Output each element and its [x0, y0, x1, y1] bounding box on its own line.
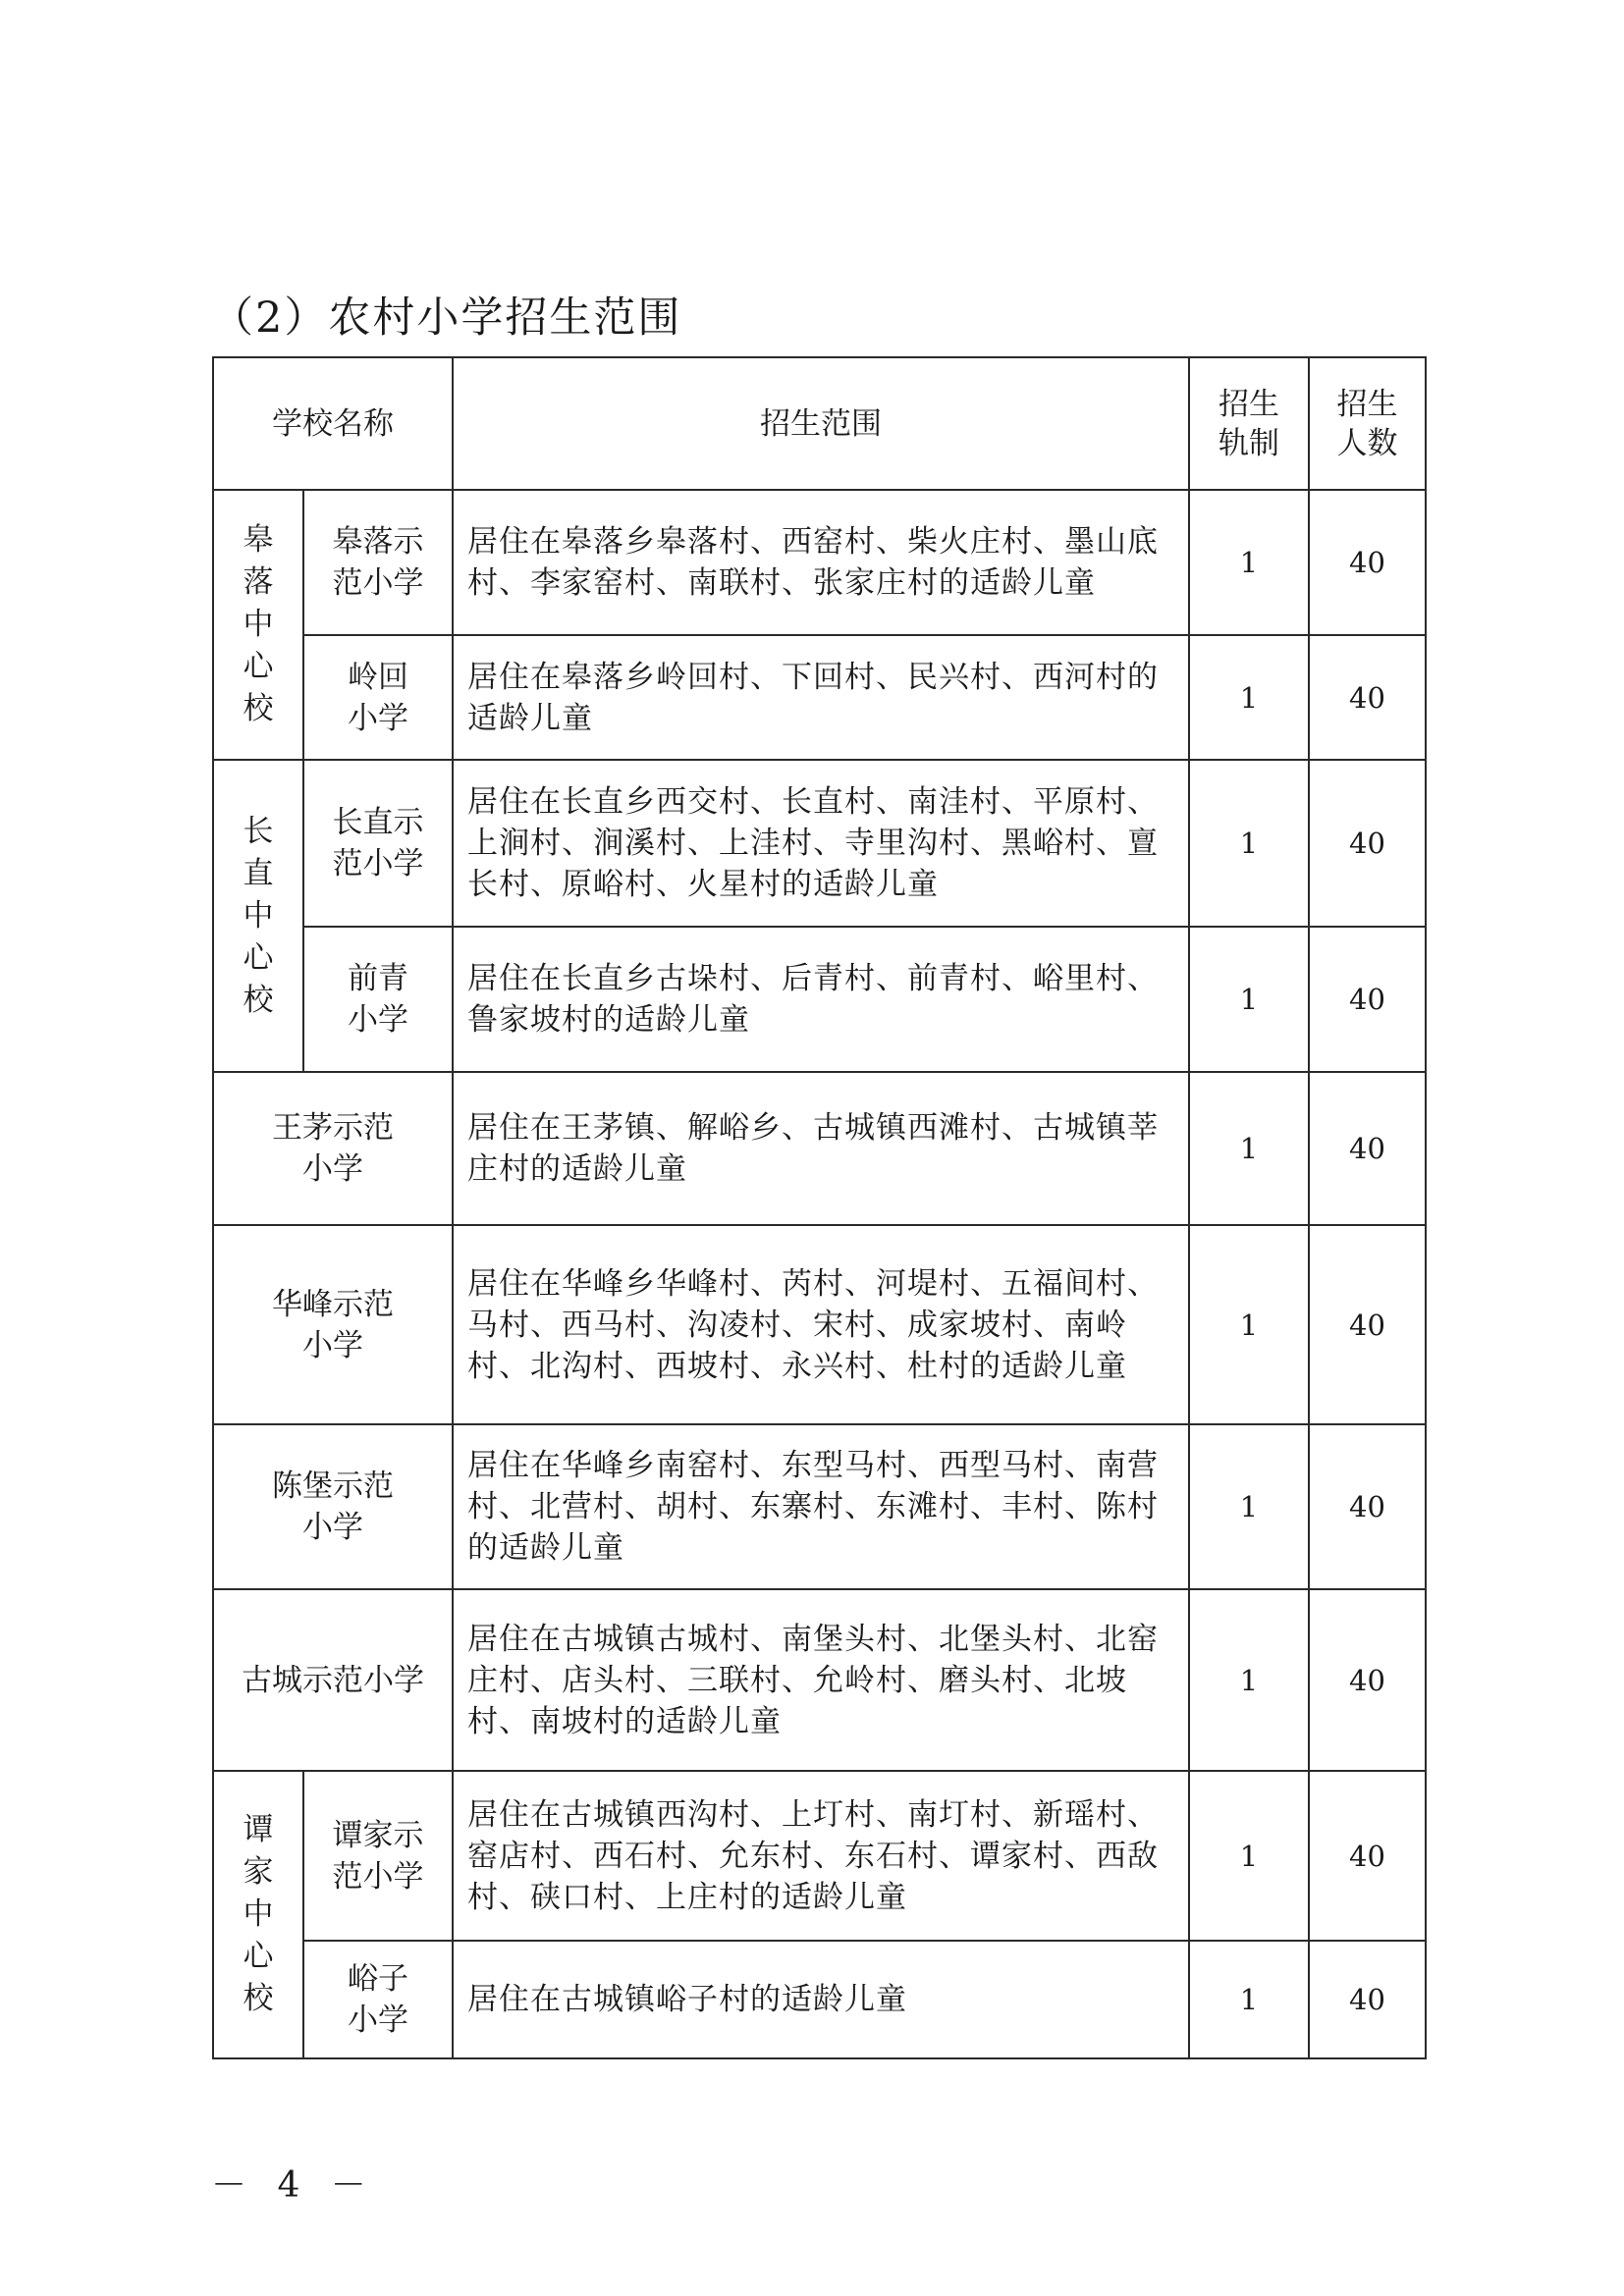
school-tracks: 1 — [1189, 1771, 1309, 1941]
enrollment-table — [212, 356, 1427, 2059]
school-count: 40 — [1309, 760, 1426, 927]
page-number: － 4 － — [211, 2165, 376, 2206]
school-name: 前青 小学 — [303, 927, 453, 1072]
center-name-tanjia: 谭 家 中 心 校 — [213, 1771, 303, 2058]
school-range: 居住在皋落乡岭回村、下回村、民兴村、西河村的适龄儿童 — [453, 635, 1189, 760]
school-name: 王茅示范 小学 — [213, 1072, 453, 1225]
school-name: 古城示范小学 — [213, 1589, 453, 1771]
school-name: 陈堡示范 小学 — [213, 1424, 453, 1589]
school-name: 皋落示 范小学 — [303, 490, 453, 635]
table-row — [213, 1424, 1426, 1589]
school-tracks: 1 — [1189, 490, 1309, 635]
school-count: 40 — [1309, 1771, 1426, 1941]
header-tracks: 招生 轨制 — [1189, 357, 1309, 490]
school-range: 居住在古城镇西沟村、上圢村、南圢村、新瑶村、窑店村、西石村、允东村、东石村、谭家村、西敌村、硖口村、上庄村的适龄儿童 — [453, 1771, 1189, 1941]
table-row — [213, 490, 1426, 635]
table-row — [213, 760, 1426, 927]
school-count: 40 — [1309, 1072, 1426, 1225]
table-row — [213, 635, 1426, 760]
school-range: 居住在华峰乡南窑村、东型马村、西型马村、南营村、北营村、胡村、东寨村、东滩村、丰村、陈村的适龄儿童 — [453, 1424, 1189, 1589]
table-row — [213, 1072, 1426, 1225]
center-name-changzhi: 长 直 中 心 校 — [213, 760, 303, 1072]
school-count: 40 — [1309, 490, 1426, 635]
school-range: 居住在长直乡古垛村、后青村、前青村、峪里村、鲁家坡村的适龄儿童 — [453, 927, 1189, 1072]
school-count: 40 — [1309, 1424, 1426, 1589]
school-range: 居住在王茅镇、解峪乡、古城镇西滩村、古城镇莘庄村的适龄儿童 — [453, 1072, 1189, 1225]
school-range: 居住在古城镇峪子村的适龄儿童 — [453, 1941, 1189, 2058]
school-range: 居住在长直乡西交村、长直村、南洼村、平原村、上涧村、涧溪村、上洼村、寺里沟村、黑峪村、亶长村、原峪村、火星村的适龄儿童 — [453, 760, 1189, 927]
header-range: 招生范围 — [453, 357, 1189, 490]
table-row — [213, 1941, 1426, 2058]
school-name: 岭回 小学 — [303, 635, 453, 760]
school-count: 40 — [1309, 1589, 1426, 1771]
school-tracks: 1 — [1189, 1225, 1309, 1424]
school-count: 40 — [1309, 635, 1426, 760]
school-tracks: 1 — [1189, 635, 1309, 760]
school-range: 居住在华峰乡华峰村、芮村、河堤村、五福间村、马村、西马村、沟凌村、宋村、成家坡村、南岭村、北沟村、西坡村、永兴村、杜村的适龄儿童 — [453, 1225, 1189, 1424]
table-row — [213, 927, 1426, 1072]
table-row — [213, 1771, 1426, 1941]
school-count: 40 — [1309, 927, 1426, 1072]
school-tracks: 1 — [1189, 1941, 1309, 2058]
center-name-gaoluo: 皋 落 中 心 校 — [213, 490, 303, 760]
header-row — [213, 357, 1426, 490]
table-row — [213, 1225, 1426, 1424]
school-range: 居住在皋落乡皋落村、西窑村、柴火庄村、墨山底村、李家窑村、南联村、张家庄村的适龄儿童 — [453, 490, 1189, 635]
school-tracks: 1 — [1189, 760, 1309, 927]
section-title: （2）农村小学招生范围 — [211, 294, 682, 343]
table-row — [213, 1589, 1426, 1771]
header-school-name: 学校名称 — [213, 357, 453, 490]
school-range: 居住在古城镇古城村、南堡头村、北堡头村、北窑庄村、店头村、三联村、允岭村、磨头村、北坡村、南坡村的适龄儿童 — [453, 1589, 1189, 1771]
school-name: 谭家示 范小学 — [303, 1771, 453, 1941]
school-tracks: 1 — [1189, 1072, 1309, 1225]
school-name: 峪子 小学 — [303, 1941, 453, 2058]
school-name: 长直示 范小学 — [303, 760, 453, 927]
school-tracks: 1 — [1189, 1424, 1309, 1589]
school-tracks: 1 — [1189, 1589, 1309, 1771]
school-count: 40 — [1309, 1225, 1426, 1424]
header-count: 招生 人数 — [1309, 357, 1426, 490]
school-count: 40 — [1309, 1941, 1426, 2058]
school-name: 华峰示范 小学 — [213, 1225, 453, 1424]
school-tracks: 1 — [1189, 927, 1309, 1072]
